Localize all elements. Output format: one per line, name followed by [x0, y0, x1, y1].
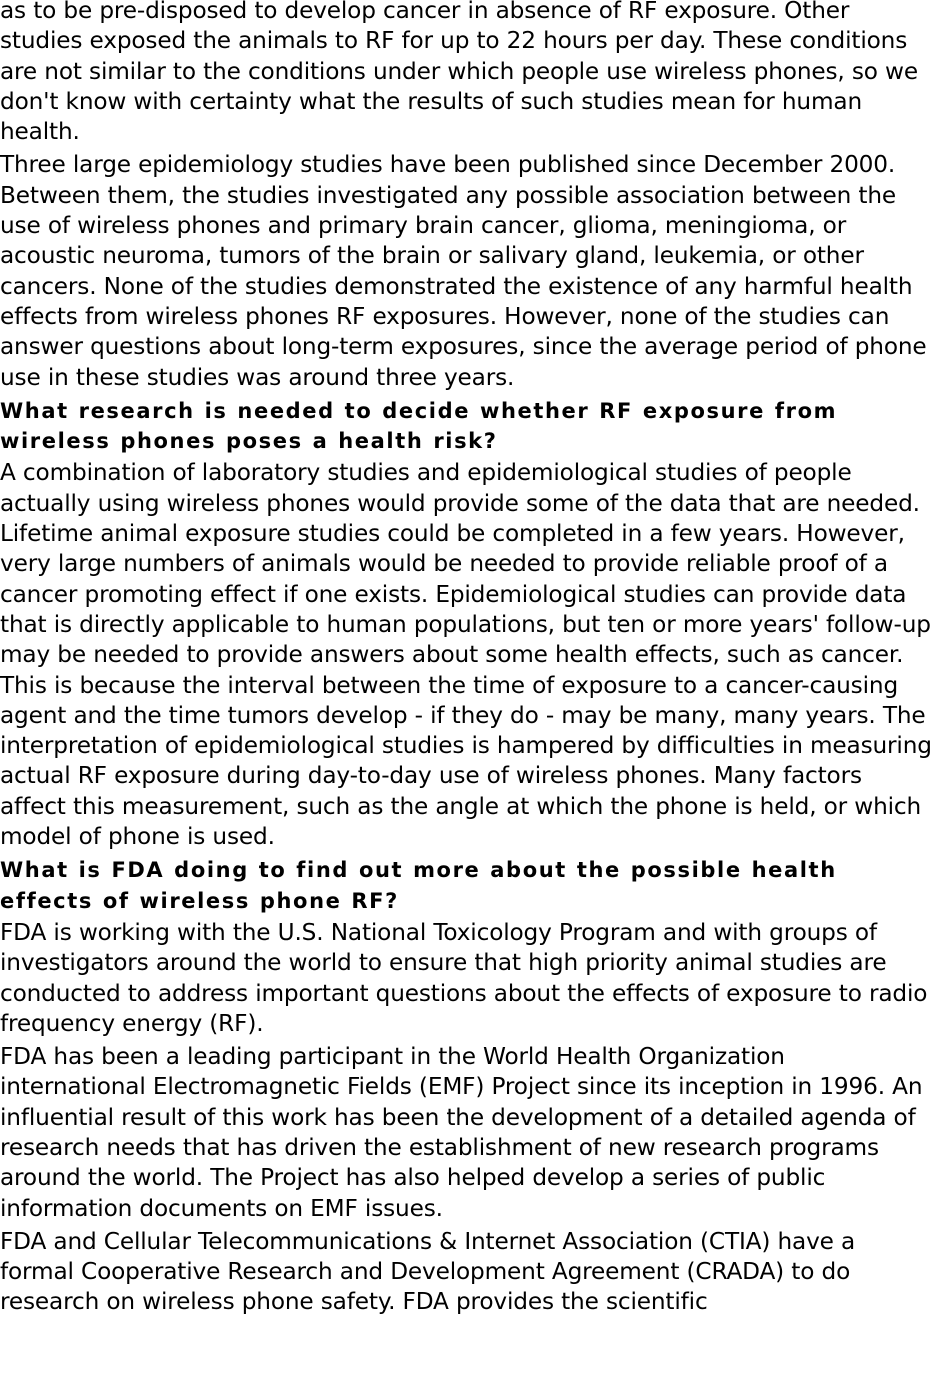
heading-fda-actions: What is FDA doing to find out more about the possible health effects of wireless phone RF? [0, 858, 837, 913]
paragraph-epidemiology-studies: Three large epidemiology studies have been published since December 2000. Between them, the studies investigated any possible association between the use of wireless phones and primary brain cancer, glioma, meningioma, or acoustic neuroma, tumors of the brain or salivary gland, leukemia, or other cancers. None of the studies demonstrated the existence of any harmful health effects from wireless phones RF exposures. However, none of the studies can answer questions about long-term exposures, since the average period of phone use in these studies was around three years. [0, 151, 927, 391]
paragraph-research-combination: A combination of laboratory studies and epidemiological studies of people actually using wireless phones would provide some of the data that are needed. Lifetime animal exposure studies could be completed in a few years. However, very large numbers of animals would be needed to provide reliable proof of a cancer promoting effect if one exists. Epidemiological studies can provide data that is directly applicable to human populations, but ten or more years' follow-up may be needed to provide answers about some health effects, such as cancer. This is because the interval between the time of exposure to a cancer-causing agent and the time tumors develop - if they do - may be many, many years. The interpretation of epidemiological studies is hampered by difficulties in measuring actual RF exposure during day-to-day use of wireless phones. Many factors affect this measurement, such as the angle at which the phone is held, or which model of phone is used. [0, 459, 932, 851]
paragraph-animal-studies: as to be pre-disposed to develop cancer in absence of RF exposure. Other studies exposed the animals to RF for up to 22 hours per day. These conditions are not similar to the conditions under which people use wireless phones, so we don't know with certainty what the results of such studies mean for human health. [0, 0, 918, 146]
heading-research-needed: What research is needed to decide whether RF exposure from wireless phones poses a health risk? [0, 398, 838, 454]
paragraph-fda-ntp: FDA is working with the U.S. National Toxicology Program and with groups of investigators around the world to ensure that high priority animal studies are conducted to address important questions about the effects of exposure to radio frequency energy (RF). [0, 918, 928, 1037]
paragraph-fda-who-emf: FDA has been a leading participant in the World Health Organization international Electromagnetic Fields (EMF) Project since its inception in 1996. An influential result of this work has been the development of a detailed agenda of research needs that has driven the establishment of new research programs around the world. The Project has also helped develop a series of public information documents on EMF issues. [0, 1043, 923, 1222]
paragraph-fda-ctia-crada: FDA and Cellular Telecommunications & Internet Association (CTIA) have a formal Cooperative Research and Development Agreement (CRADA) to do research on wireless phone safety. FDA provides the scientific [0, 1227, 856, 1316]
